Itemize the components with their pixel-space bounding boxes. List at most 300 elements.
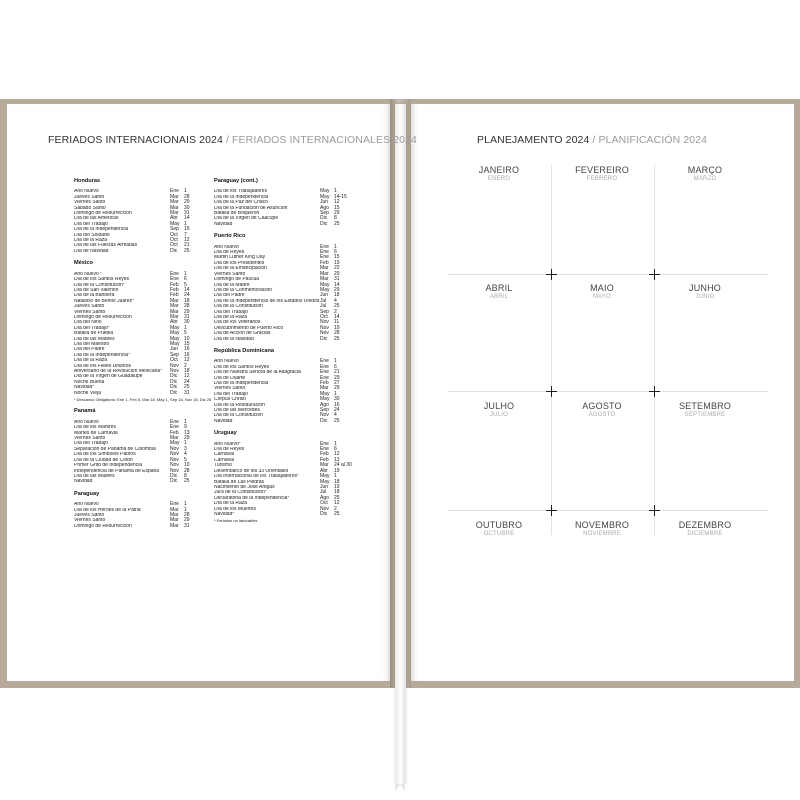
- holiday-row: [74, 391, 196, 396]
- holiday-month: Dic: [320, 220, 328, 227]
- holiday-day: 1: [334, 473, 337, 480]
- holiday-month: Mar: [320, 270, 329, 277]
- holiday-day: 3: [184, 445, 187, 452]
- month-name-pt: ABRIL: [485, 283, 513, 293]
- month-name-pt: NOVEMBRO: [574, 520, 630, 530]
- holiday-name: Jueves Santo: [74, 512, 105, 518]
- month-cell[interactable]: [655, 520, 755, 537]
- holiday-day: 1: [184, 324, 187, 331]
- holiday-month: Dic: [170, 247, 178, 254]
- holiday-day: 31: [184, 389, 190, 396]
- holiday-day: 1: [184, 506, 187, 513]
- holiday-month: Mar: [170, 313, 179, 320]
- holiday-name: Día del Trabajo*: [74, 325, 110, 331]
- month-cell[interactable]: [552, 283, 652, 300]
- month-name-es: MARZO: [693, 176, 717, 182]
- title-separator: /: [592, 134, 596, 146]
- holiday-name: Día de la Restauración: [214, 402, 265, 408]
- holiday-day: 4: [334, 297, 337, 304]
- holiday-row: [214, 222, 346, 227]
- month-cell[interactable]: [552, 520, 652, 537]
- month-cell[interactable]: [449, 401, 549, 418]
- holiday-row: [214, 512, 346, 517]
- holiday-month: Ene: [170, 188, 179, 195]
- holiday-name: Año Nuevo: [214, 244, 239, 250]
- holiday-day: 1: [334, 188, 337, 195]
- holiday-month: May: [320, 396, 330, 403]
- holiday-day: 10: [184, 462, 190, 469]
- holiday-name: Día de los Santos Reyes: [214, 364, 270, 370]
- holiday-name: Año Nuevo: [74, 419, 99, 425]
- month-name-pt: JULHO: [483, 401, 515, 411]
- holiday-day: 13: [184, 429, 190, 436]
- holiday-month: Dic: [170, 472, 178, 479]
- holiday-month: Nov: [320, 330, 329, 337]
- holiday-month: Sep: [170, 226, 179, 233]
- holiday-day: 27: [334, 380, 340, 386]
- holiday-row: [74, 524, 196, 529]
- holiday-footnote: * Feriados no laborables: [214, 518, 258, 524]
- holiday-month: Oct: [170, 237, 178, 244]
- holiday-name: Día de la Independencia: [214, 381, 269, 386]
- holiday-name: Día de la Constitución: [214, 304, 263, 310]
- month-cell[interactable]: [655, 165, 755, 182]
- month-name-es: MAYO: [592, 294, 612, 300]
- holiday-name: Martes de Carnaval: [74, 430, 118, 436]
- holiday-name: Viernes Santo: [74, 518, 106, 524]
- holiday-day: 15: [334, 254, 340, 261]
- holiday-name: Corpus Christi: [214, 397, 246, 403]
- month-name-pt: JANEIRO: [478, 165, 520, 175]
- holiday-day: 29: [334, 385, 340, 392]
- holiday-month: Mar: [170, 506, 179, 513]
- month-name-pt: JUNHO: [689, 283, 721, 293]
- holiday-name: Día de la Conmemoración: [214, 287, 273, 293]
- month-name-es: ABRIL: [489, 294, 509, 300]
- holiday-month: Oct: [320, 313, 328, 320]
- holiday-name: Día de la Independencia: [74, 227, 129, 233]
- grid-cross-mark: [546, 505, 557, 516]
- holiday-month: Abr: [170, 319, 178, 326]
- holiday-name: Día de las Madres: [74, 473, 115, 479]
- holiday-section: [74, 260, 212, 403]
- country-heading: República Dominicana: [214, 347, 274, 354]
- grid-cross-mark: [649, 269, 660, 280]
- holiday-month: Jun: [320, 199, 329, 206]
- holiday-month: May: [320, 193, 330, 200]
- holiday-day: 31: [184, 522, 190, 529]
- holiday-month: May: [320, 188, 330, 195]
- holiday-name: Día de la Raza: [214, 501, 248, 507]
- month-name-es: SEPTIEMBRE: [684, 412, 726, 418]
- holiday-day: 11: [334, 319, 340, 326]
- holiday-month: Ago: [320, 401, 329, 408]
- holiday-name: Día de las Mercedes: [214, 408, 260, 414]
- holiday-name: Batalla de Las Piedras: [214, 479, 265, 485]
- holiday-name: Día de la Bandera: [74, 293, 115, 299]
- holiday-name: Desembarco de los 33 Orientales: [214, 468, 289, 474]
- holiday-day: 29: [334, 270, 340, 277]
- holiday-month: Ene: [320, 363, 329, 370]
- holiday-day: 14: [184, 215, 190, 222]
- holiday-month: Jun: [170, 346, 179, 353]
- holiday-name: Día del Padre: [214, 293, 245, 299]
- holiday-month: Feb: [320, 451, 329, 458]
- bookmark-ribbon[interactable]: [395, 104, 406, 784]
- holiday-name: Navidad*: [214, 511, 235, 517]
- holiday-name: Día de Reyes: [214, 447, 245, 453]
- holiday-month: Mar: [170, 435, 179, 442]
- grid-divider-vertical: [654, 165, 655, 535]
- holiday-name: Día de la Madre: [214, 282, 250, 288]
- holiday-name: Día de la Independencia de los Estados Unidos: [214, 298, 320, 304]
- holiday-day: 30: [184, 319, 190, 326]
- holiday-name: Día de los Héroes de la Patria: [74, 507, 141, 513]
- holiday-day: 1: [184, 270, 187, 277]
- holiday-month: May: [170, 440, 180, 447]
- holiday-name: Año Nuevo: [214, 359, 239, 365]
- holiday-name: Descubrimiento de Puerto Rico: [214, 325, 284, 331]
- holiday-day: 5: [184, 330, 187, 337]
- month-cell[interactable]: [552, 401, 652, 418]
- holiday-day: 31: [184, 210, 190, 217]
- holiday-month: Mar: [170, 204, 179, 211]
- holiday-month: Mar: [320, 462, 329, 469]
- holiday-name: Día de los Símbolos Patrios: [74, 452, 136, 458]
- country-heading: Puerto Rico: [214, 233, 246, 240]
- holiday-month: May: [170, 220, 180, 227]
- holiday-day: 6: [334, 446, 337, 453]
- holiday-name: Día de la Constitución*: [74, 282, 125, 288]
- holiday-month: Nov: [320, 324, 329, 331]
- holiday-month: Nov: [170, 462, 179, 469]
- holiday-month: Mar: [320, 385, 329, 392]
- holiday-name: Día de las Madres: [74, 336, 115, 342]
- holiday-month: May: [170, 335, 180, 342]
- holiday-month: May: [170, 324, 180, 331]
- holiday-name: Día de los Veteranos: [214, 320, 261, 326]
- holiday-day: 31: [334, 276, 340, 283]
- holiday-section: [214, 430, 352, 524]
- holiday-name: Día de la Raza: [74, 238, 108, 244]
- holiday-day: 22: [334, 265, 340, 272]
- holiday-section: [74, 409, 196, 484]
- holiday-day: 25: [334, 303, 340, 310]
- month-name-es: ENERO: [487, 176, 511, 182]
- holiday-name: Día del Niño: [74, 320, 102, 326]
- holiday-name: Navidad: [214, 418, 233, 424]
- holiday-day: 25: [184, 384, 190, 391]
- holiday-day: 21: [184, 242, 190, 249]
- holiday-day: 15: [184, 226, 190, 233]
- holiday-month: Sep: [170, 351, 179, 358]
- holiday-month: Feb: [320, 456, 329, 463]
- title-separator: /: [225, 134, 229, 146]
- grid-cross-mark: [649, 505, 660, 516]
- holiday-name: Día de Navidad: [74, 248, 109, 254]
- holiday-day: 19: [334, 483, 340, 490]
- holiday-name: Día del Trabajo: [74, 441, 108, 447]
- holiday-footnote: * Descanso Obligatorio: Ene 1, Feb 5, Mar 18, May 1, Sep 16, Nov 18, Dic 25: [74, 397, 212, 403]
- holiday-name: Día de la Independencia: [214, 194, 269, 200]
- holiday-month: Nov: [320, 412, 329, 419]
- holiday-day: 18: [184, 297, 190, 304]
- holiday-month: Feb: [170, 286, 179, 293]
- holiday-day: 1: [184, 440, 187, 447]
- holiday-day: 7: [184, 231, 187, 238]
- holiday-name: Día de los Presidentes: [214, 260, 265, 266]
- holiday-day: 18: [334, 292, 340, 299]
- holiday-day: 24: [334, 407, 340, 414]
- holiday-month: Nov: [170, 451, 179, 458]
- holiday-section: [214, 179, 346, 227]
- holiday-name: Nacimiento de José Artigas: [214, 484, 275, 490]
- holiday-day: 18: [334, 478, 340, 485]
- holiday-day: 10: [184, 335, 190, 342]
- grid-cross-mark: [649, 386, 660, 397]
- month-name-pt: MAIO: [590, 283, 614, 293]
- holiday-month: Ene: [320, 249, 329, 256]
- holiday-name: Turismo: [214, 463, 232, 469]
- holiday-day: 14: [184, 286, 190, 293]
- holiday-name: Navidad*: [74, 385, 95, 391]
- holiday-name: Día de los Fieles Difuntos: [74, 363, 131, 369]
- holiday-name: Viernes Santo: [74, 436, 106, 442]
- holiday-day: 4: [334, 412, 337, 419]
- holiday-month: Mar: [320, 276, 329, 283]
- month-cell[interactable]: [655, 283, 755, 300]
- holiday-name: Día de la Ciudad de Colón: [74, 457, 133, 463]
- holiday-day: 28: [184, 193, 190, 200]
- country-heading: Paraguay (cont.): [214, 178, 258, 184]
- holiday-name: Día de la Virgen de Guadalupe: [74, 374, 143, 380]
- holiday-month: May: [320, 286, 330, 293]
- holiday-day: 30: [184, 204, 190, 211]
- holiday-day: 29: [334, 210, 340, 217]
- month-name-pt: DEZEMBRO: [678, 520, 732, 530]
- holiday-month: Oct: [320, 500, 328, 507]
- holiday-day: 24: [184, 292, 190, 299]
- holiday-name: Año Nuevo *: [74, 271, 103, 277]
- holiday-month: Nov: [170, 467, 179, 474]
- holiday-day: 12: [334, 500, 340, 507]
- holiday-day: 25: [334, 220, 340, 227]
- holiday-month: Mar: [170, 517, 179, 524]
- holiday-name: Día de los Trabajadores: [214, 189, 268, 195]
- holiday-name: Noche Vieja: [74, 390, 101, 396]
- holiday-day: 24 al 30: [334, 462, 352, 469]
- holiday-day: 15: [184, 340, 190, 347]
- holiday-day: 1: [334, 440, 337, 447]
- holiday-month: Sep: [320, 407, 329, 414]
- holiday-day: 25: [334, 335, 340, 342]
- grid-divider-horizontal: [448, 274, 768, 275]
- holiday-month: Jul: [320, 297, 327, 304]
- holiday-day: 25: [334, 510, 340, 517]
- holiday-name: Día del Maestro: [74, 341, 110, 347]
- holiday-day: 6: [334, 249, 337, 256]
- month-name-es: OCTUBRE: [483, 531, 515, 537]
- holiday-row: [74, 479, 196, 484]
- holiday-month: May: [320, 478, 330, 485]
- holiday-name: Día de la Raza: [214, 314, 248, 320]
- holiday-day: 12: [334, 199, 340, 206]
- holiday-name: Jura de la Constitución*: [214, 490, 267, 496]
- holiday-name: Día de la Paz del Chaco: [214, 200, 268, 206]
- holiday-day: 2: [334, 308, 337, 315]
- holiday-month: Mar: [170, 199, 179, 206]
- holiday-month: Feb: [170, 429, 179, 436]
- holiday-month: Ene: [320, 374, 329, 381]
- month-name-pt: SETEMBRO: [678, 401, 732, 411]
- holiday-month: Mar: [170, 511, 179, 518]
- month-name-pt: FEVEREIRO: [575, 165, 629, 175]
- holiday-month: Nov: [320, 319, 329, 326]
- holiday-row: [74, 249, 196, 254]
- holiday-month: Dic: [170, 389, 178, 396]
- holiday-name: Día de la Raza: [74, 358, 108, 364]
- month-cell[interactable]: [449, 165, 549, 182]
- month-cell[interactable]: [552, 165, 652, 182]
- month-cell[interactable]: [449, 283, 549, 300]
- holiday-day: 1: [334, 243, 337, 250]
- holiday-day: 1: [334, 358, 337, 365]
- month-cell[interactable]: [655, 401, 755, 418]
- month-name-pt: AGOSTO: [582, 401, 622, 411]
- holiday-month: Dic: [170, 478, 178, 485]
- holiday-name: Domingo de Pascua: [214, 277, 260, 283]
- holiday-name: Día del Soldado: [74, 232, 110, 238]
- holiday-name: Carnaval: [214, 457, 235, 463]
- holiday-day: 29: [184, 435, 190, 442]
- holiday-name: Día de los Santos Reyes: [74, 277, 130, 283]
- holiday-name: Viernes Santo: [74, 200, 106, 206]
- holiday-day: 1: [184, 501, 187, 508]
- holiday-month: Ene: [320, 358, 329, 365]
- holiday-day: 5: [184, 281, 187, 288]
- holiday-name: Día de Duarte: [214, 375, 246, 381]
- holiday-name: Año Nuevo: [74, 502, 99, 508]
- holiday-name: Día de la Constitución: [214, 413, 263, 419]
- holiday-day: 29: [334, 286, 340, 293]
- month-name-es: DICIEMBRE: [687, 531, 723, 537]
- holiday-day: 6: [184, 276, 187, 283]
- holiday-day: 25: [334, 417, 340, 424]
- holiday-day: 28: [184, 467, 190, 474]
- month-name-pt: MARÇO: [687, 165, 723, 175]
- holiday-name: Separación de Panamá de Colombia: [74, 446, 156, 452]
- holiday-name: Día del Trabajo: [74, 221, 108, 227]
- holiday-name: Día de la Navidad: [214, 336, 254, 342]
- planning-title-pt: PLANEJAMENTO 2024: [477, 134, 590, 146]
- holiday-month: Sep: [320, 210, 329, 217]
- holiday-name: Día de Nuestra Señora de la Altagracia: [214, 370, 301, 376]
- holiday-section: [74, 492, 196, 529]
- holiday-name: Día del Padre: [74, 347, 105, 353]
- holiday-section: [74, 179, 196, 254]
- planning-title: [477, 134, 707, 146]
- holiday-day: 8: [184, 472, 187, 479]
- holiday-month: Abr: [320, 467, 328, 474]
- holiday-day: 18: [184, 368, 190, 374]
- holiday-day: 25: [184, 247, 190, 254]
- planning-title-es: PLANIFICACIÓN 2024: [598, 134, 708, 146]
- holiday-month: Dic: [170, 373, 178, 380]
- holidays-title: [48, 134, 417, 146]
- holiday-name: Día de Acción de Gracias: [214, 331, 271, 337]
- holiday-day: 29: [334, 374, 340, 381]
- holiday-day: 19: [334, 259, 340, 266]
- holiday-month: Nov: [320, 505, 329, 512]
- holiday-name: Carnaval: [214, 452, 235, 458]
- holiday-month: May: [320, 281, 330, 288]
- holiday-name: Jueves Santo: [74, 304, 105, 310]
- holiday-month: Mar: [170, 297, 179, 304]
- holiday-name: Batalla de Boquerón: [214, 211, 260, 217]
- holiday-name: Año Nuevo: [74, 189, 99, 195]
- holiday-day: 28: [184, 303, 190, 310]
- holiday-day: 28: [334, 330, 340, 337]
- holiday-name: Día de las Américas: [74, 216, 119, 222]
- holiday-month: Ene: [170, 270, 179, 277]
- country-heading: México: [74, 260, 93, 267]
- holiday-name: Día de San Valentín: [74, 287, 119, 293]
- holiday-month: Dic: [320, 215, 328, 222]
- holiday-name: Martin Luther King Day: [214, 255, 266, 261]
- holiday-name: Domingo de Resurrección: [74, 314, 132, 320]
- holiday-name: Día de la Emancipación: [214, 266, 267, 272]
- month-name-es: JUNIO: [695, 294, 715, 300]
- grid-divider-horizontal: [448, 391, 768, 392]
- country-heading: Uruguay: [214, 430, 237, 437]
- holiday-name: Sábado Santo: [74, 205, 106, 211]
- holiday-month: May: [320, 390, 330, 397]
- holiday-month: Ene: [320, 254, 329, 261]
- holiday-day: 2: [334, 505, 337, 512]
- holiday-month: Feb: [320, 259, 329, 266]
- holiday-name: Día Internacional de los Trabajadores*: [214, 474, 300, 480]
- month-cell[interactable]: [449, 520, 549, 537]
- holiday-day: 6: [334, 363, 337, 370]
- holiday-day: 8: [334, 215, 337, 222]
- holiday-month: Feb: [170, 281, 179, 288]
- holiday-day: 25: [334, 494, 340, 501]
- month-name-es: JULIO: [489, 412, 508, 418]
- holiday-day: 15: [334, 204, 340, 211]
- holiday-month: Nov: [170, 445, 179, 452]
- holiday-day: 25: [184, 478, 190, 485]
- holiday-month: Mar: [170, 193, 179, 200]
- holiday-day: 9: [184, 424, 187, 431]
- holiday-day: 12: [184, 237, 190, 244]
- holiday-month: Mar: [170, 522, 179, 529]
- holiday-month: Dic: [170, 384, 178, 391]
- holiday-month: Jul: [320, 489, 327, 496]
- holiday-month: Ene: [320, 243, 329, 250]
- holiday-name: Navidad: [214, 221, 233, 227]
- holiday-day: 4: [184, 451, 187, 458]
- holiday-name: Día de Reyes: [214, 250, 245, 256]
- month-name-es: FEBRERO: [586, 176, 618, 182]
- holiday-day: 1: [184, 220, 187, 227]
- holiday-month: Nov: [170, 368, 179, 374]
- holiday-day: 1: [184, 188, 187, 195]
- holiday-name: Día del Trabajo: [214, 309, 248, 315]
- holiday-name: Natalicio de Benito Juárez*: [74, 298, 135, 304]
- holiday-month: Dic: [320, 417, 328, 424]
- holiday-name: Día de la Virgen de Caacupé: [214, 216, 279, 222]
- holiday-month: Feb: [170, 292, 179, 299]
